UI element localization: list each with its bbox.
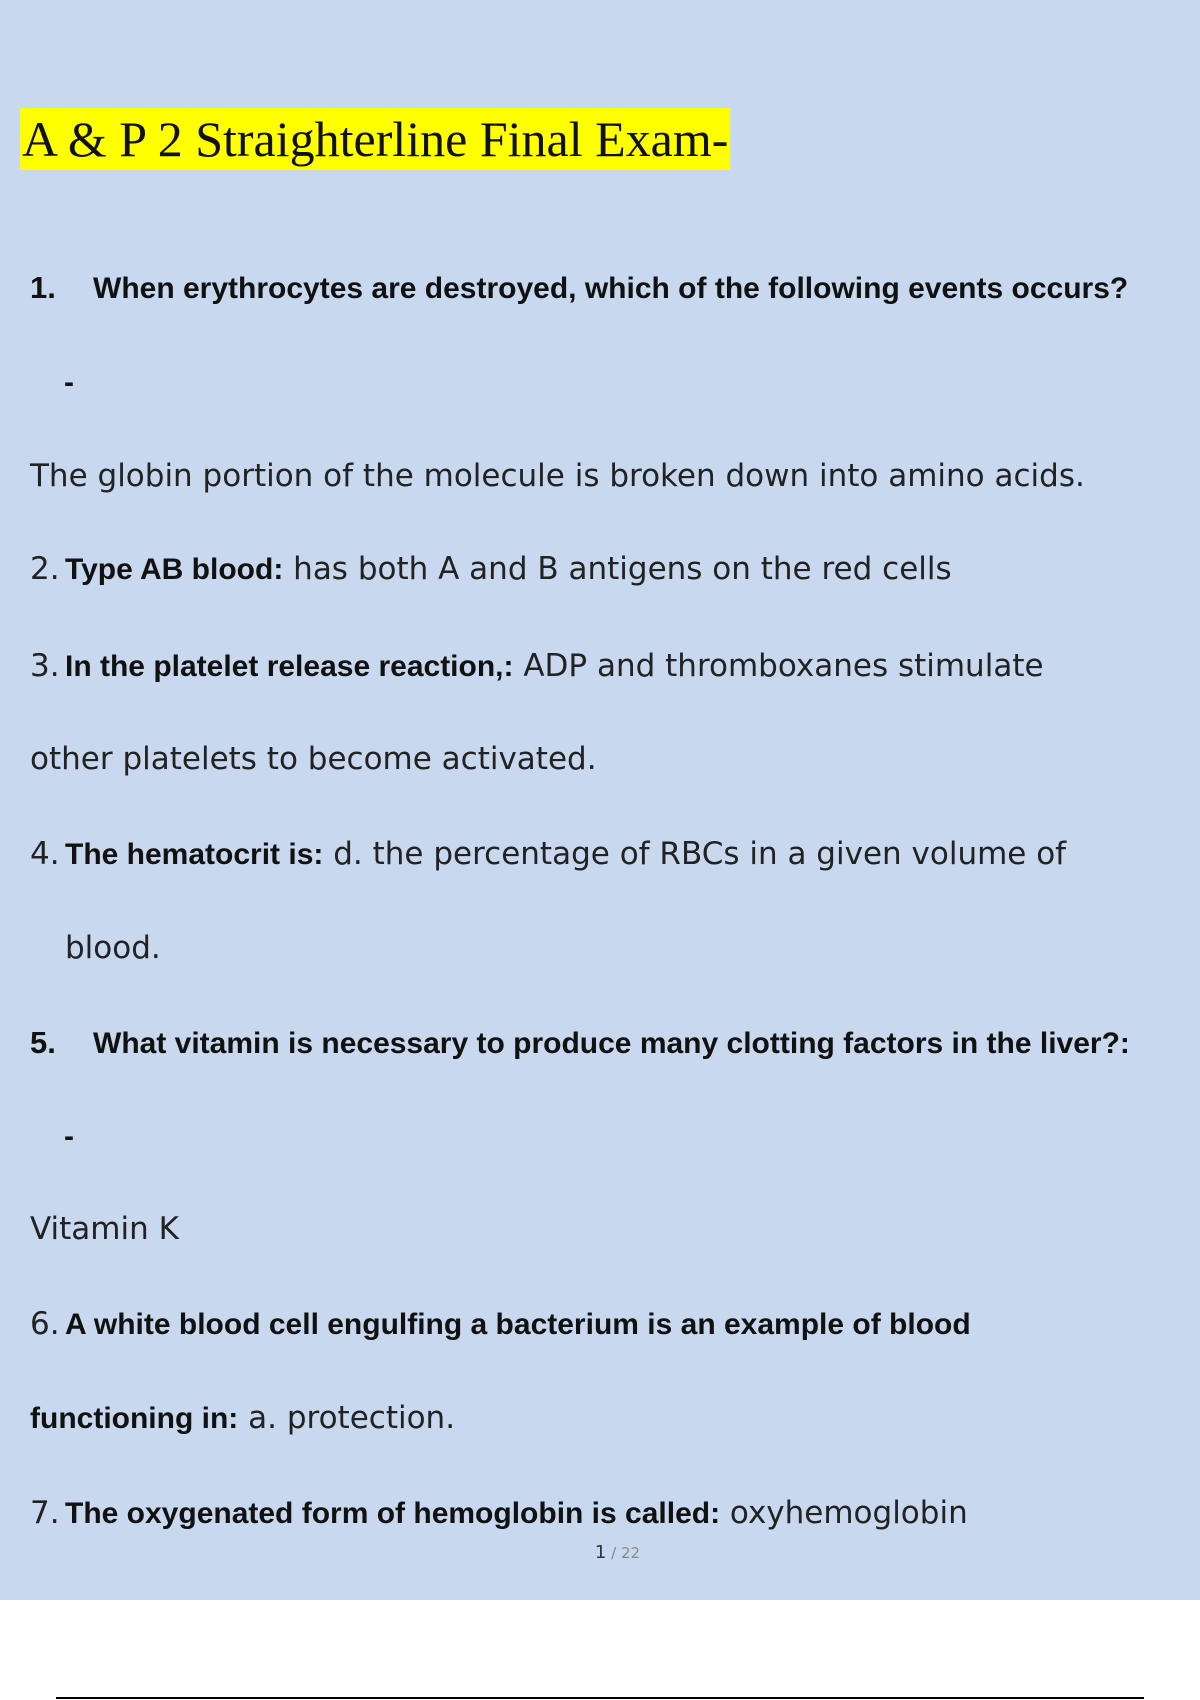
- question-6: [30, 1306, 971, 1342]
- page-indicator: [0, 1542, 1200, 1563]
- question-number: 5.: [30, 1025, 56, 1060]
- current-page: 1: [594, 1542, 607, 1563]
- answer-1: The globin portion of the molecule is broken down into amino acids.: [30, 458, 1085, 494]
- answer-text: a. protection.: [238, 1400, 456, 1436]
- answer-5: Vitamin K: [30, 1211, 179, 1247]
- question-text: A white blood cell engulfing a bacterium is an example of blood: [65, 1308, 971, 1341]
- question-text: functioning in:: [30, 1402, 239, 1435]
- question-2: [30, 551, 952, 587]
- answer-text: d. the percentage of RBCs in a given volume of: [323, 836, 1067, 872]
- question-1: [30, 270, 1128, 306]
- question-text: The oxygenated form of hemoglobin is called:: [65, 1497, 721, 1530]
- answer-text: oxyhemoglobin: [720, 1495, 968, 1531]
- question-5: [30, 1025, 1130, 1061]
- question-number: 2.: [30, 551, 60, 587]
- answer-4-continued: blood.: [65, 930, 161, 966]
- question-6-continued: [30, 1400, 455, 1436]
- question-text: In the platelet release reaction,:: [65, 650, 514, 683]
- question-number: 1.: [30, 270, 56, 305]
- answer-text: has both A and B antigens on the red cells: [283, 551, 952, 587]
- question-3: [30, 648, 1044, 684]
- total-pages: / 22: [606, 1544, 641, 1562]
- answer-3-continued: other platelets to become activated.: [30, 741, 597, 777]
- question-number: 6.: [30, 1306, 60, 1342]
- answer-separator: -: [64, 366, 74, 399]
- question-number: 7.: [30, 1495, 60, 1531]
- question-4: [30, 836, 1066, 872]
- question-7: [30, 1495, 968, 1531]
- question-text: What vitamin is necessary to produce many clotting factors in the liver?:: [93, 1027, 1130, 1060]
- question-number: 3.: [30, 648, 60, 684]
- question-text: When erythrocytes are destroyed, which of the following events occurs?: [93, 272, 1129, 305]
- answer-separator: -: [64, 1120, 74, 1153]
- question-number: 4.: [30, 836, 60, 872]
- document-title: A & P 2 Straighterline Final Exam-: [20, 108, 730, 170]
- question-text: Type AB blood:: [65, 553, 284, 586]
- page-divider: [56, 1697, 1144, 1699]
- question-text: The hematocrit is:: [65, 838, 324, 871]
- answer-text: ADP and thromboxanes stimulate: [513, 648, 1044, 684]
